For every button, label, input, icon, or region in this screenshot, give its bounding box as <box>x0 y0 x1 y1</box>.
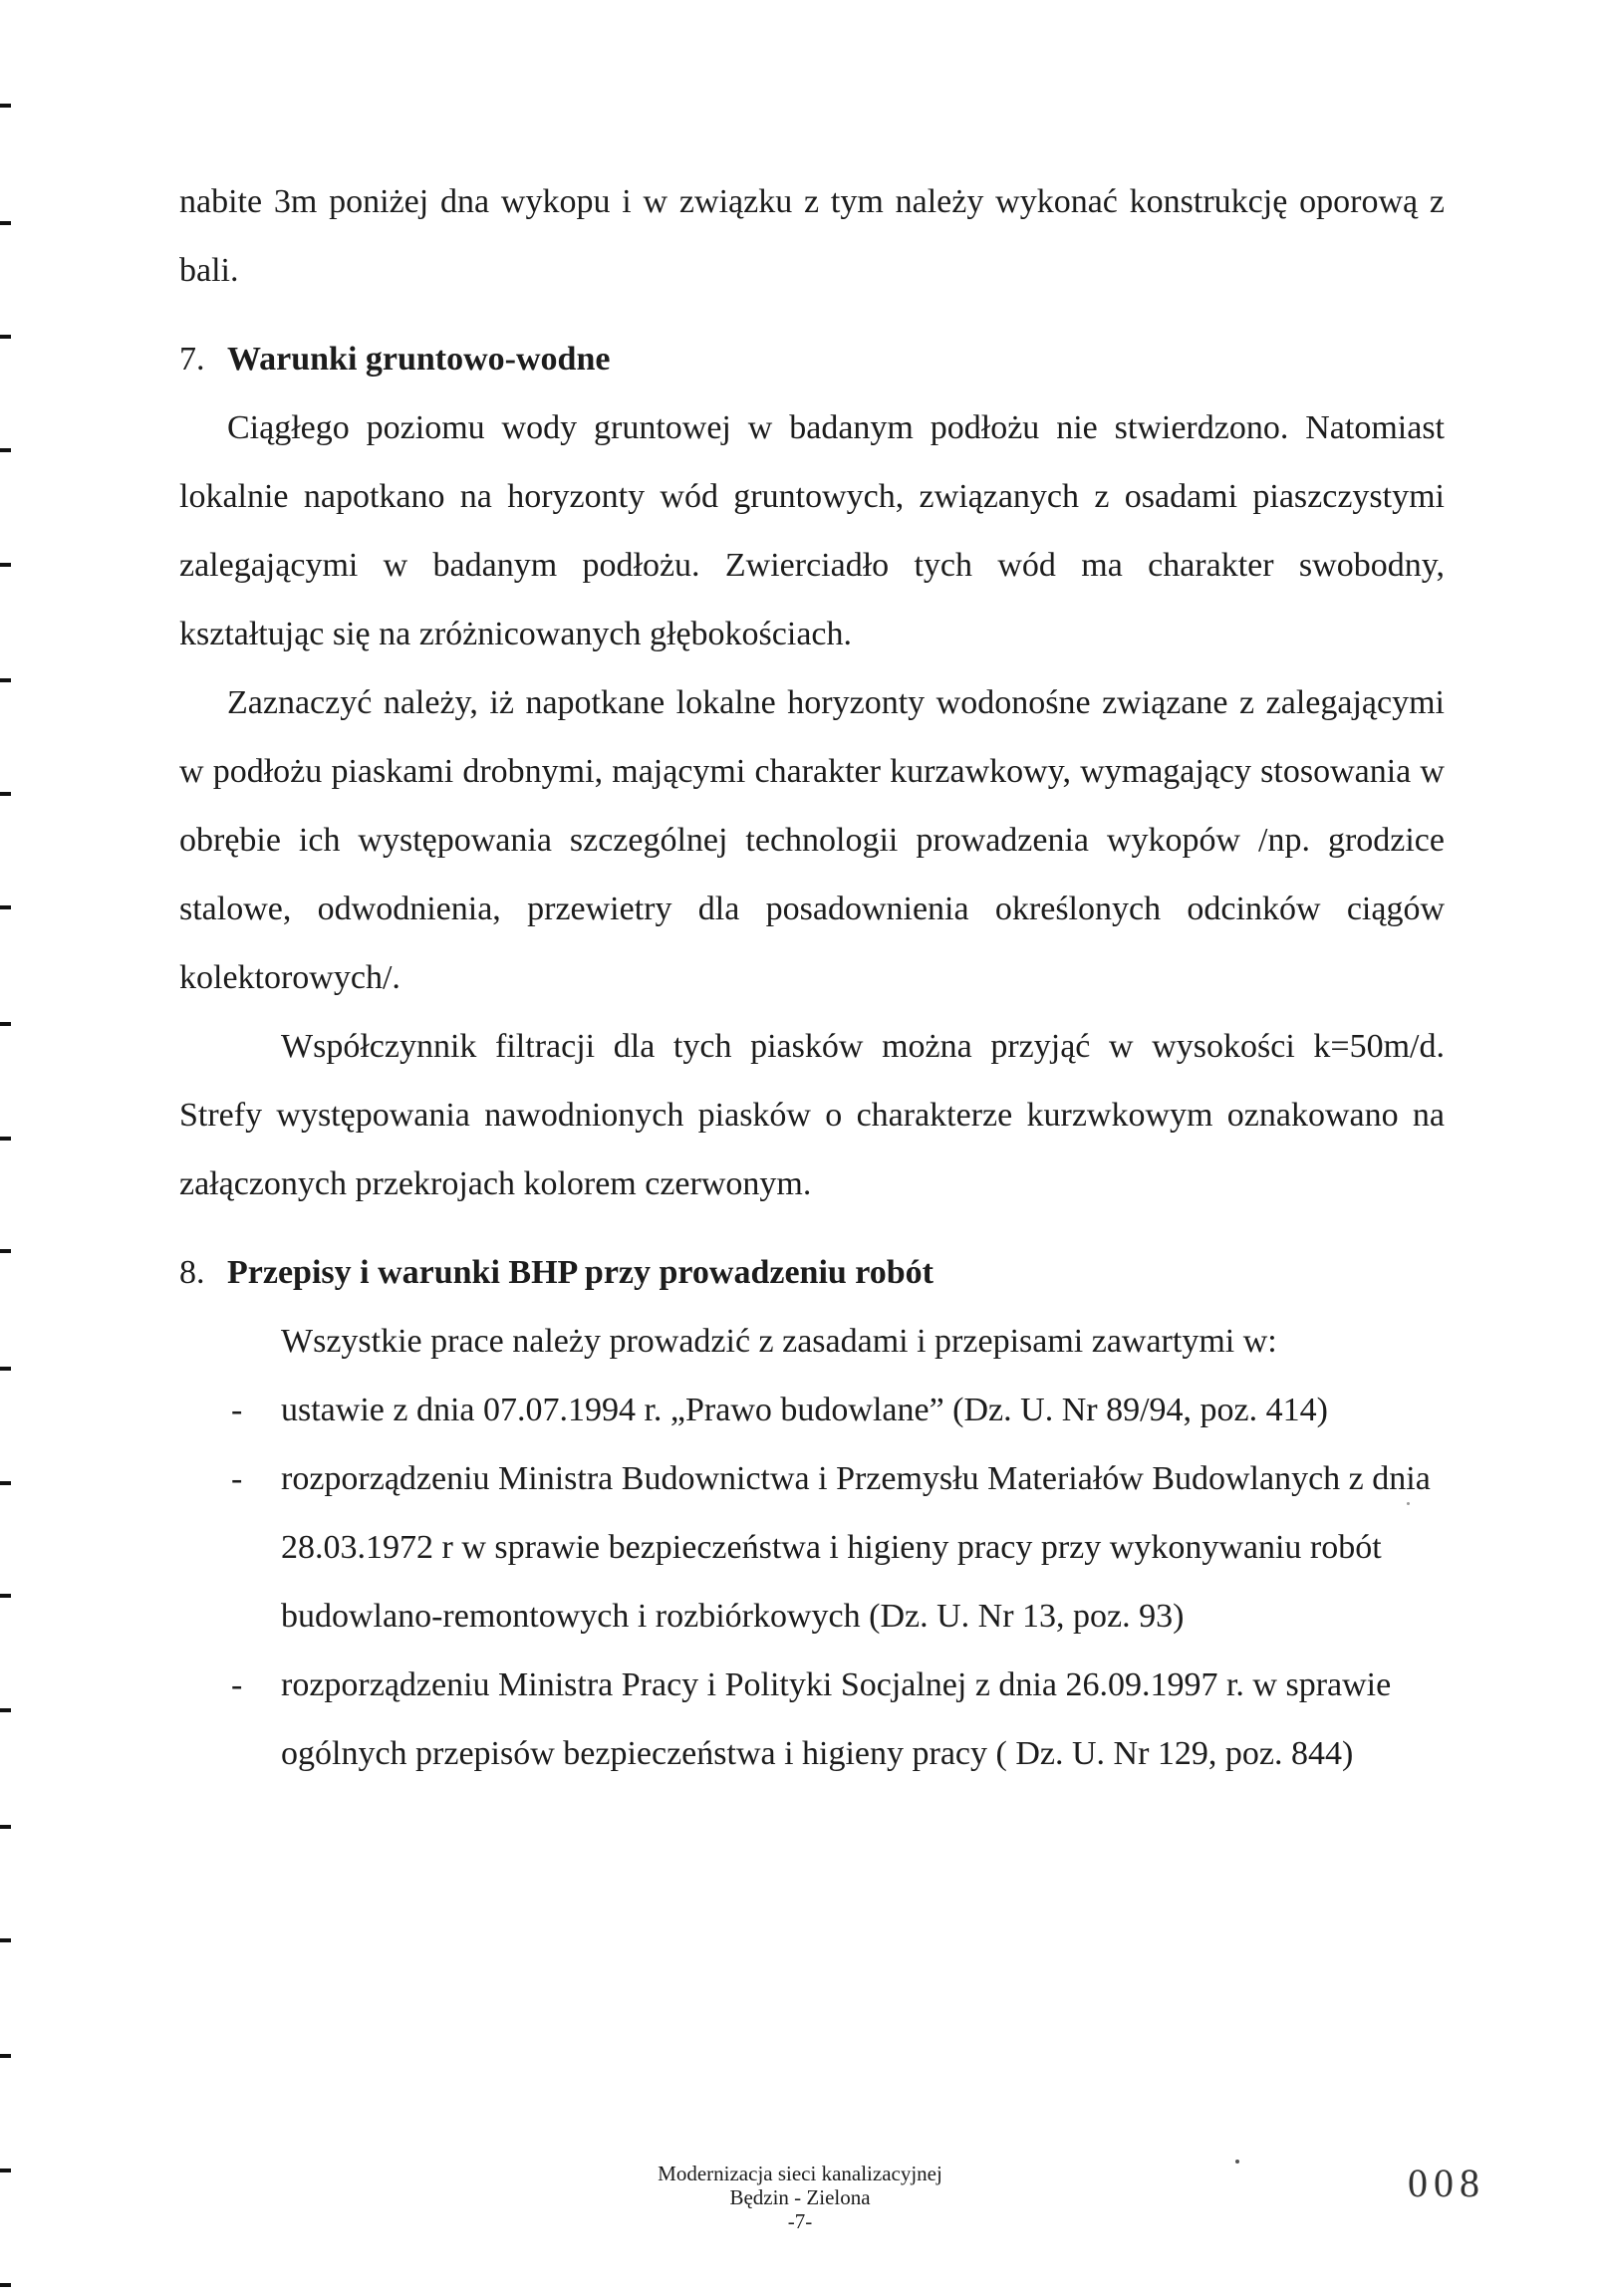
footer-page-number: -7- <box>787 2209 813 2233</box>
paragraph: Współczynnik filtracji dla tych piasków można przyjąć w wysokości k=50m/d. Strefy występowania nawodnionych piasków o charakterze kurzwkowym oznakowano na załączonych przekrojach kolorem czerwonym. <box>179 1028 1445 1202</box>
list-item <box>179 1651 1445 1788</box>
page-stamp: 008 <box>1408 2161 1485 2205</box>
section-number: 8. <box>179 1254 205 1291</box>
list-item-text: rozporządzeniu Ministra Pracy i Polityki Socjalnej z dnia 26.09.1997 r. w sprawie ogólnych przepisów bezpieczeństwa i higieny pracy ( Dz. U. Nr 129, poz. 844) <box>281 1666 1392 1772</box>
regulation-list <box>179 1376 1445 1788</box>
page-content <box>179 167 1445 1788</box>
paragraph: Ciągłego poziomu wody gruntowej w badanym podłożu nie stwierdzono. Natomiast lokalnie napotkano na horyzonty wód gruntowych, związanych z osadami piaszczystymi zalegającymi w badanym podłożu. Zwierciadło tych wód ma charakter swobodny, kształtując się na zróżnicowanych głębokościach. <box>179 409 1445 652</box>
footer-location: Będzin - Zielona <box>729 2185 871 2209</box>
scan-margin-marks <box>0 0 14 2296</box>
list-item <box>179 1376 1445 1444</box>
list-item-text: ustawie z dnia 07.07.1994 r. „Prawo budowlane” (Dz. U. Nr 89/94, poz. 414) <box>281 1392 1328 1428</box>
section-number: 7. <box>179 341 205 378</box>
section-heading-8 <box>179 1238 1445 1307</box>
section-title: Warunki gruntowo-wodne <box>227 341 611 378</box>
scan-speck <box>1407 1502 1410 1505</box>
scan-speck <box>1235 2160 1239 2164</box>
list-item-text: rozporządzeniu Ministra Budownictwa i Przemysłu Materiałów Budowlanych z dnia 28.03.1972 r w sprawie bezpieczeństwa i higieny pracy przy wykonywaniu robót budowlano-remontowych i rozbiórkowych (Dz. U. Nr 13, poz. 93) <box>281 1460 1431 1635</box>
continuation-paragraph: nabite 3m poniżej dna wykopu i w związku z tym należy wykonać konstrukcję oporową z bali. <box>179 183 1445 289</box>
footer-project: Modernizacja sieci kanalizacyjnej <box>658 2162 942 2185</box>
list-dash: - <box>231 1460 243 1497</box>
page-footer <box>601 2162 999 2233</box>
list-intro: Wszystkie prace należy prowadzić z zasadami i przepisami zawartymi w: <box>281 1323 1277 1360</box>
list-dash: - <box>231 1666 243 1703</box>
list-dash: - <box>231 1392 243 1428</box>
section-title: Przepisy i warunki BHP przy prowadzeniu robót <box>227 1254 934 1291</box>
list-item <box>179 1444 1445 1651</box>
section-heading-7 <box>179 325 1445 393</box>
paragraph: Zaznaczyć należy, iż napotkane lokalne horyzonty wodonośne związane z zalegającymi w podłożu piaskami drobnymi, mającymi charakter kurzawkowy, wymagający stosowania w obrębie ich występowania szczególnej technologii prowadzenia wykopów /np. grodzice stalowe, odwodnienia, przewietry dla posadownienia określonych odcinków ciągów kolektorowych/. <box>179 684 1445 996</box>
